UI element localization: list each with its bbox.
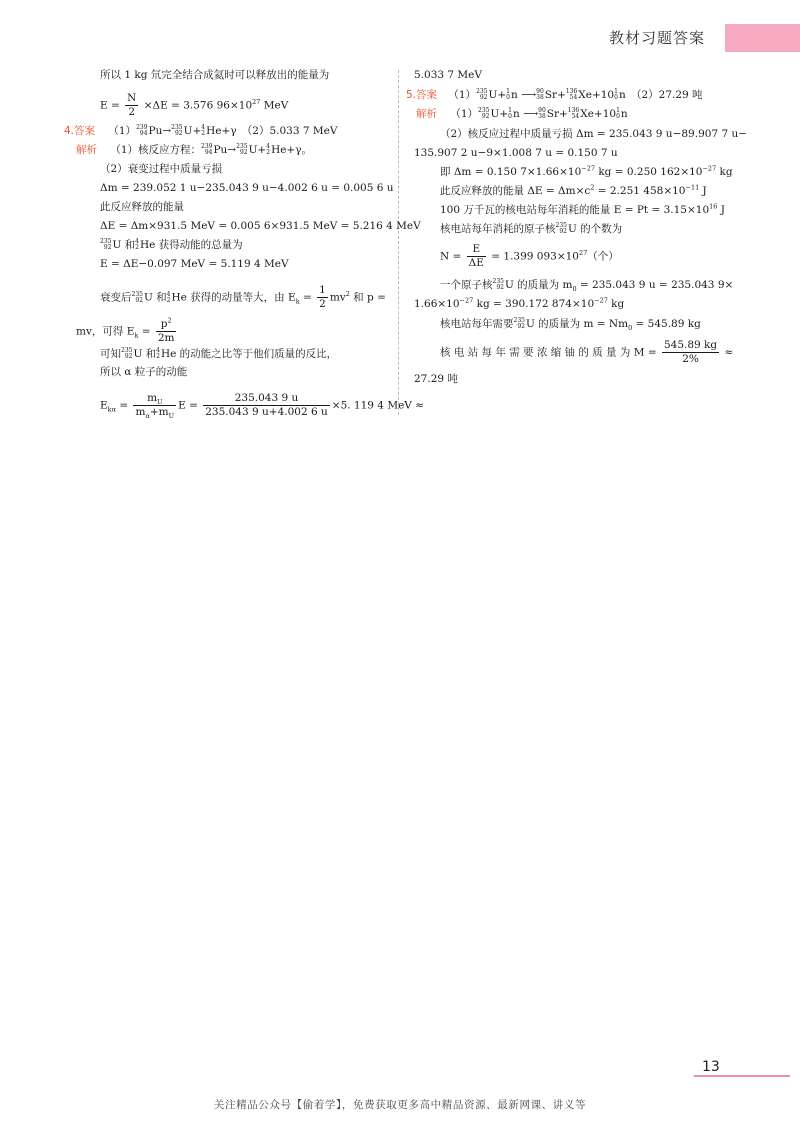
mass-number: 4 <box>166 290 171 298</box>
fraction-denominator: 235.043 9 u+4.002 6 u <box>205 406 328 418</box>
analysis-text: n <box>620 108 628 120</box>
answer-tag: 5.答案 <box>406 89 438 101</box>
atomic-number: 92 <box>479 94 488 101</box>
analysis-text: n ⟶ <box>512 108 539 120</box>
fraction-denominator: ΔE <box>468 257 484 269</box>
answer-text: Sr+ <box>544 89 566 101</box>
mass-number: 1 <box>508 107 512 114</box>
answer-text: n （2）27.29 吨 <box>618 89 703 101</box>
fraction <box>203 392 330 419</box>
isotope-label <box>121 348 132 360</box>
subscript: U <box>157 398 163 407</box>
mass-number: 239 <box>201 143 213 150</box>
mass-number: 1 <box>506 88 510 95</box>
text-fragment: = 2.251 458×10 <box>594 185 686 197</box>
atomic-number: 2 <box>266 149 271 156</box>
text-fragment: = <box>299 291 312 304</box>
text-fragment: U 和 <box>133 348 157 360</box>
text-fragment: kg <box>607 298 625 310</box>
exponent: 16 <box>709 202 718 211</box>
analysis-text: Xe+10 <box>580 108 617 120</box>
fraction-numerator: N <box>127 92 137 104</box>
text-line: E = ΔE−0.097 MeV = 5.119 4 MeV <box>100 258 289 270</box>
mass-number: 1 <box>616 107 620 114</box>
answer-text: n ⟶ <box>511 89 537 101</box>
analysis-text: U+ <box>248 144 267 156</box>
analysis-tag: 解析 <box>76 144 97 156</box>
subscript: k <box>295 297 300 306</box>
exponent: −27 <box>459 296 474 305</box>
text-fragment: 核电站每年消耗的原子核 <box>440 223 556 235</box>
isotope-label <box>476 89 487 101</box>
answer-text: U+ <box>183 125 202 137</box>
exponent: 27 <box>252 98 261 106</box>
exponent: 27 <box>579 249 588 257</box>
isotope-label <box>171 125 182 137</box>
formula-line <box>440 339 733 366</box>
analysis-text: （1） <box>450 108 479 120</box>
atomic-number: 2 <box>135 244 139 251</box>
answer-tag: 4.答案 <box>64 125 96 137</box>
analysis-text: Sr+ <box>546 108 568 120</box>
atomic-number: 94 <box>204 149 213 156</box>
fraction <box>467 243 486 270</box>
text-fragment: 核电站每年需要 <box>440 318 514 330</box>
formula-line <box>100 92 288 119</box>
formula-text: MeV <box>260 99 289 112</box>
atomic-number: 0 <box>508 113 512 120</box>
text-fragment: kg = 390.172 874×10 <box>473 298 595 310</box>
isotope-label <box>536 89 544 101</box>
fraction-denominator: 2 <box>319 298 326 310</box>
mass-number: 235 <box>513 317 525 324</box>
fraction-numerator: 235.043 9 u <box>203 392 330 406</box>
isotope-label <box>493 279 504 291</box>
atomic-number: 2 <box>201 130 206 137</box>
subscript: U <box>168 412 175 421</box>
analysis-text: He+γ。 <box>271 144 313 156</box>
text-fragment: = 235.043 9 u = 235.043 9× <box>576 279 734 291</box>
atomic-number: 54 <box>571 113 580 120</box>
isotope-label <box>156 348 160 360</box>
text-line <box>440 317 701 331</box>
atomic-number: 0 <box>614 94 618 101</box>
atomic-number: 92 <box>517 323 525 330</box>
text-fragment: ≈ <box>721 346 734 359</box>
text-line: 所以 α 粒子的动能 <box>100 366 188 378</box>
subscript: α <box>145 412 150 421</box>
analysis-text: Pu→ <box>213 144 237 156</box>
fraction-numerator <box>156 318 177 332</box>
text-line: ΔE = Δm×931.5 MeV = 0.005 6×931.5 MeV = 5.216 4 MeV <box>100 220 421 232</box>
atomic-number: 92 <box>559 228 567 235</box>
mass-number: 4 <box>135 238 139 245</box>
answer-text: Pu→ <box>148 125 172 137</box>
isotope-label <box>478 108 489 120</box>
mass-number: 239 <box>136 124 148 131</box>
isotope-label <box>201 125 205 137</box>
text-fragment: U 和 <box>112 239 136 251</box>
answer-text: （1） <box>108 125 137 137</box>
footer-note: 关注精品公众号【偷着学】，免费获取更多高中精品资源、最新网课、讲义等 <box>213 1099 587 1111</box>
text-fragment: 即 Δm = 0.150 7×1.66×10 <box>440 166 582 178</box>
isotope-label <box>616 108 620 120</box>
atomic-number: 92 <box>481 113 490 120</box>
text-fragment: m <box>135 406 146 418</box>
text-fragment: 衰变后 <box>100 291 132 304</box>
isotope-label <box>514 318 525 330</box>
text-fragment: （个） <box>587 250 619 263</box>
text-line: （2）核反应过程中质量亏损 Δm = 235.043 9 u−89.907 7 u− <box>440 128 748 140</box>
page-number: 13 <box>702 1059 720 1075</box>
exponent: −27 <box>702 164 717 173</box>
atomic-number: 38 <box>538 113 546 120</box>
exponent: 2 <box>590 183 595 192</box>
fraction-numerator: 545.89 kg <box>663 339 718 351</box>
mass-number: 136 <box>565 88 578 95</box>
text-fragment: = <box>138 325 151 338</box>
mass-number: 235 <box>476 88 488 95</box>
answer-text: U+ <box>488 89 507 101</box>
text-fragment: J <box>699 185 707 197</box>
atomic-number: 92 <box>496 284 504 291</box>
text-line <box>440 203 725 217</box>
atomic-number: 92 <box>239 149 248 156</box>
exponent: −27 <box>581 164 595 173</box>
text-fragment: mv <box>329 291 346 304</box>
page-number-underline <box>694 1075 790 1077</box>
mass-number: 4 <box>201 124 206 131</box>
text-fragment: +m <box>149 406 169 418</box>
answer-text: Xe+10 <box>578 89 615 101</box>
text-fragment: 100 万千瓦的核电站每年消耗的能量 E = Pt = 3.15×10 <box>440 204 710 216</box>
page-header-title: 教材习题答案 <box>609 29 706 47</box>
isotope-label <box>614 89 618 101</box>
isotope-label <box>236 144 247 156</box>
text-line: Δm = 239.052 1 u−235.043 9 u−4.002 6 u = 0.005 6 u <box>100 182 394 194</box>
text-fragment: 和 p = <box>349 291 386 304</box>
mass-number: 235 <box>478 107 490 114</box>
text-fragment: U 的质量为 m <box>504 279 573 291</box>
text-fragment: kg <box>716 166 733 178</box>
mass-number: 90 <box>538 107 546 114</box>
atomic-number: 0 <box>506 94 510 101</box>
text-fragment: N = <box>440 250 462 263</box>
answer-text: He+γ （2）5.033 7 MeV <box>206 125 338 137</box>
atomic-number: 0 <box>616 113 620 120</box>
text-fragment: = <box>116 399 129 412</box>
text-line <box>100 238 243 252</box>
text-fragment: ×5. 119 4 MeV ≈ <box>331 399 424 412</box>
fraction-numerator-base: p <box>160 318 168 330</box>
text-fragment: 1.66×10 <box>414 298 460 310</box>
analysis-text: U+ <box>490 108 509 120</box>
fraction-numerator: 1 <box>319 284 326 296</box>
subscript: kα <box>107 405 116 414</box>
isotope-label <box>568 108 579 120</box>
isotope-label <box>538 108 546 120</box>
isotope-label <box>508 108 512 120</box>
formula-line <box>76 318 178 345</box>
fraction <box>125 92 138 119</box>
fraction-numerator-base: m <box>147 392 158 404</box>
text-line: 135.907 2 u−9×1.008 7 u = 0.150 7 u <box>414 147 618 159</box>
fraction-numerator <box>133 392 176 406</box>
text-fragment: He 的动能之比等于他们质量的反比， <box>160 348 338 360</box>
mass-number: 235 <box>492 278 504 285</box>
mass-number: 235 <box>100 238 112 245</box>
text-fragment: E = <box>178 399 198 412</box>
subscript: k <box>134 331 139 340</box>
isotope-label <box>201 144 212 156</box>
text-line: 27.29 吨 <box>414 373 458 385</box>
fraction-denominator <box>133 406 176 419</box>
text-line <box>440 278 733 292</box>
text-line <box>440 184 707 198</box>
formula-line <box>100 284 386 311</box>
fraction <box>156 318 177 345</box>
answer-text: （1） <box>448 89 477 101</box>
subscript: 0 <box>628 324 633 333</box>
header-accent-bar <box>725 24 800 52</box>
text-fragment: U 的个数为 <box>567 223 623 235</box>
text-fragment: 核 电 站 每 年 需 要 浓 缩 铀 的 质 量 为 M = <box>440 346 657 359</box>
text-fragment: J <box>717 204 725 216</box>
answer-line <box>64 124 337 138</box>
text-fragment: = 1.399 093×10 <box>487 250 579 263</box>
mass-number: 4 <box>266 143 271 150</box>
fraction <box>662 339 719 366</box>
fraction <box>317 284 328 311</box>
text-line <box>414 297 624 311</box>
text-line <box>440 165 733 179</box>
text-fragment: He 获得的动量等大，由 E <box>171 291 296 304</box>
mass-number: 90 <box>536 88 544 95</box>
analysis-text: （1）核反应方程： <box>110 144 202 156</box>
atomic-number: 2 <box>156 353 160 360</box>
formula-line <box>440 243 619 270</box>
formula-text: E = <box>100 99 120 112</box>
atomic-number: 92 <box>174 130 183 137</box>
analysis-line <box>76 143 312 157</box>
formula-text: ×ΔE = 3.576 96×10 <box>143 99 253 112</box>
atomic-number: 38 <box>536 94 544 101</box>
text-line: （2）衰变过程中质量亏损 <box>100 163 223 175</box>
atomic-number: 92 <box>103 244 112 251</box>
text-fragment: kg = 0.250 162×10 <box>594 166 703 178</box>
text-fragment: 可知 <box>100 348 121 360</box>
mass-number: 235 <box>121 347 133 354</box>
isotope-label <box>100 239 111 251</box>
mass-number: 1 <box>614 88 618 95</box>
answer-line <box>406 88 703 102</box>
text-line: 所以 1 kg 氘完全结合成氦时可以释放出的能量为 <box>100 69 330 81</box>
atomic-number: 54 <box>569 94 578 101</box>
fraction-denominator: 2 <box>128 106 136 118</box>
text-fragment: He 获得动能的总量为 <box>139 239 243 251</box>
mass-number: 235 <box>236 143 248 150</box>
isotope-label <box>135 239 139 251</box>
atomic-number: 94 <box>139 130 148 137</box>
atomic-number: 92 <box>135 296 143 304</box>
isotope-label <box>136 125 147 137</box>
text-fragment: U 和 <box>143 291 167 304</box>
text-fragment: mv，可得 E <box>76 325 135 338</box>
isotope-label <box>566 89 577 101</box>
isotope-label <box>266 144 270 156</box>
text-line: 此反应释放的能量 <box>100 201 184 213</box>
exponent: 2 <box>167 316 172 325</box>
mass-number: 4 <box>156 347 160 354</box>
mass-number: 235 <box>555 222 567 229</box>
fraction <box>133 392 176 419</box>
exponent: −11 <box>685 183 700 192</box>
isotope-label <box>506 89 510 101</box>
text-line <box>440 222 622 236</box>
isotope-label <box>556 223 567 235</box>
column-divider <box>398 70 399 415</box>
atomic-number: 2 <box>166 296 171 304</box>
text-line <box>100 347 337 361</box>
fraction-denominator: 2% <box>682 353 699 365</box>
text-fragment: = 545.89 kg <box>632 318 701 330</box>
isotope-label <box>167 292 171 304</box>
exponent: 2 <box>345 290 350 298</box>
mass-number: 235 <box>131 290 143 298</box>
text-fragment: 一个原子核 <box>440 279 493 291</box>
mass-number: 235 <box>171 124 183 131</box>
text-fragment: E <box>100 399 108 412</box>
text-fragment: U 的质量为 m = Nm <box>525 318 629 330</box>
analysis-line <box>416 107 628 121</box>
formula-line <box>100 392 424 419</box>
subscript: 0 <box>572 285 577 294</box>
atomic-number: 92 <box>124 353 133 360</box>
text-fragment: 此反应释放的能量 ΔE = Δm×c <box>440 185 591 197</box>
text-line: 5.033 7 MeV <box>414 69 482 81</box>
fraction-denominator: 2m <box>157 332 175 344</box>
isotope-label <box>132 292 143 304</box>
exponent: −27 <box>594 296 608 305</box>
mass-number: 136 <box>567 107 580 114</box>
analysis-tag: 解析 <box>416 108 437 120</box>
fraction-numerator: E <box>467 243 486 257</box>
